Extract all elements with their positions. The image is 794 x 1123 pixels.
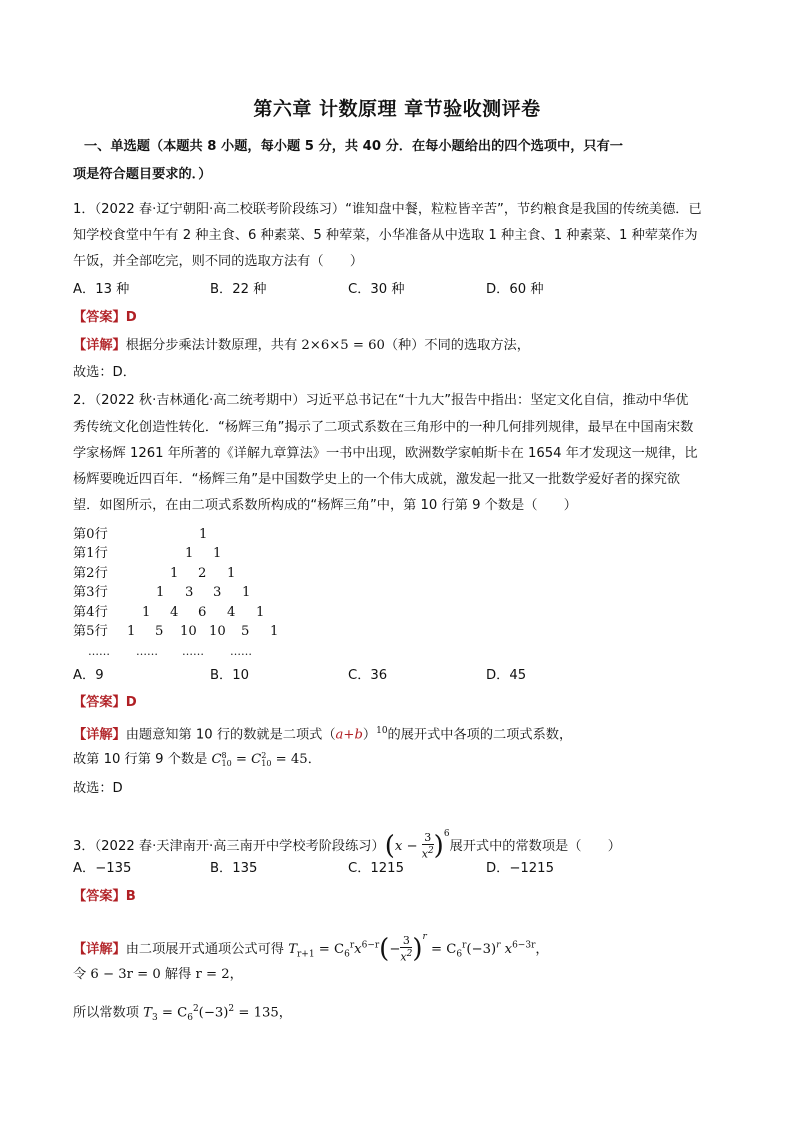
fraction: $\frac{3}{x^2}$ bbox=[400, 933, 413, 964]
detail-math: = 135 bbox=[238, 1005, 279, 1021]
answer-label: 【答案】 bbox=[73, 695, 126, 710]
q2-stem-line1: 2．（2022 秋·吉林通化·高二统考期中）习近平总书记在“十九大”报告中指出：坚定文化自信，推动中华优 bbox=[73, 393, 689, 408]
detail-text: 由题意知第 10 行的数就是二项式（ bbox=[125, 727, 336, 743]
triangle-number: 1 bbox=[199, 527, 208, 542]
close-paren: ) bbox=[433, 831, 444, 861]
detail-text: ） bbox=[362, 727, 377, 743]
triangle-number: 3 bbox=[185, 585, 194, 600]
triangle-ellipsis: …… bbox=[88, 645, 110, 658]
detail-text: ， bbox=[278, 1005, 292, 1021]
q3-answer bbox=[73, 888, 733, 906]
detail-text: （种）不同的选取方法， bbox=[384, 338, 530, 353]
answer-value: B bbox=[125, 889, 136, 904]
section-header-line1: 一、单选题（本题共 8 小题，每小题 5 分，共 40 分．在每小题给出的四个选项中，只有一 bbox=[84, 139, 623, 154]
q3-detail-line2 bbox=[73, 966, 733, 984]
q1-option-a: A．13 种 bbox=[73, 282, 130, 297]
combination-c-10-2: C2 10 bbox=[251, 750, 272, 768]
triangle-number: 1 bbox=[256, 605, 265, 620]
section-header-line2: 项是符合题目要求的．） bbox=[73, 167, 212, 182]
q3-option-c: C．1215 bbox=[348, 861, 404, 876]
triangle-ellipsis: …… bbox=[230, 645, 252, 658]
q2-option-c: C．36 bbox=[348, 668, 388, 683]
q2-detail-line1 bbox=[73, 722, 733, 744]
triangle-number: 4 bbox=[227, 605, 236, 620]
detail-label: 【详解】 bbox=[73, 727, 126, 743]
triangle-number: 3 bbox=[213, 585, 222, 600]
triangle-number: 2 bbox=[198, 566, 207, 581]
detail-text: 所以常数项 bbox=[73, 1005, 144, 1021]
detail-math: 6 − 3r = 0 bbox=[90, 967, 161, 982]
detail-text: 解得 bbox=[160, 967, 196, 982]
detail-text: 令 bbox=[73, 967, 91, 982]
q2-option-d: D．45 bbox=[486, 668, 527, 683]
answer-value: D bbox=[125, 695, 137, 710]
triangle-number: 1 bbox=[185, 546, 194, 561]
q3-detail-line1: 【详解】由二项展开式通项公式可得 $T_{r+1} = C_6^rx^{6-r}(-$ $\frac{3}{x^2}$ )$^r = C_6^r(-3)^r$ $x^{6-3r}$， bbox=[73, 932, 549, 964]
open-paren: ( bbox=[384, 831, 395, 861]
q3-stem-line1: 3．（2022 春·天津南开·高三南开中学校考阶段练习）(x − $\frac{3}{x^2}$ )$^6$展开式中的常数项是（ ） bbox=[73, 829, 621, 861]
q2-stem-line5: 望．如图所示，在由二项式系数所构成的“杨辉三角”中，第 10 行第 9 个数是（ ） bbox=[73, 498, 577, 513]
q3-option-b: B．135 bbox=[210, 861, 258, 876]
detail-exponent: 10 bbox=[376, 726, 388, 736]
q1-option-b: B．22 种 bbox=[210, 282, 267, 297]
triangle-ellipsis: …… bbox=[136, 645, 158, 658]
q1-detail bbox=[73, 337, 733, 355]
triangle-number: 1 bbox=[270, 624, 279, 639]
triangle-ellipsis: …… bbox=[182, 645, 204, 658]
q1-stem-line1: 1．（2022 春·辽宁朝阳·高二校联考阶段练习）“谁知盘中餐，粒粒皆辛苦”，节约粮食是我国的传统美德．已 bbox=[73, 202, 702, 217]
variable-x: x bbox=[394, 839, 403, 854]
q3-stem-text: 3．（2022 春·天津南开·高三南开中学校考阶段练习） bbox=[73, 839, 385, 854]
triangle-row-label: 第4行 bbox=[73, 605, 108, 620]
q3-option-d: D．−1215 bbox=[486, 861, 554, 876]
triangle-number: 1 bbox=[227, 566, 236, 581]
detail-text: ． bbox=[307, 752, 321, 767]
answer-label: 【答案】 bbox=[73, 889, 126, 904]
detail-math: = 45 bbox=[275, 752, 308, 767]
q2-stem-line3: 学家杨辉 1261 年所著的《详解九章算法》一书中出现，欧洲数学家帕斯卡在 1654 年才发现这一规律，比 bbox=[73, 446, 698, 461]
triangle-row-label: 第0行 bbox=[73, 527, 108, 542]
q1-stem-line2: 知学校食堂中午有 2 种主食、6 种素菜、5 种荤菜，小华准备从中选取 1 种主食、1 种素菜、1 种荤菜作为 bbox=[73, 228, 698, 243]
combination-c-10-8: C8 10 bbox=[211, 750, 232, 768]
q2-stem-line4: 杨辉要晚近四百年．“杨辉三角”是中国数学史上的一个伟大成就，激发起一批又一批数学爱好者的探究欲 bbox=[73, 472, 681, 487]
q3-stem-text: 展开式中的常数项是（ ） bbox=[449, 839, 621, 854]
detail-text: ， bbox=[229, 967, 243, 982]
triangle-number: 5 bbox=[241, 624, 250, 639]
answer-label: 【答案】 bbox=[73, 310, 126, 325]
answer-value: D bbox=[125, 310, 137, 325]
q1-choose: 故选：D． bbox=[73, 365, 136, 380]
detail-text: 根据分步乘法计数原理，共有 bbox=[125, 338, 302, 353]
detail-label: 【详解】 bbox=[73, 942, 126, 957]
q2-answer bbox=[73, 694, 733, 712]
triangle-number: 5 bbox=[155, 624, 164, 639]
detail-text: 由二项展开式通项公式可得 bbox=[125, 942, 289, 957]
q2-stem-line2: 秀传统文化创造性转化．“杨辉三角”揭示了二项式系数在三角形中的一种几何排列规律，最早在中国南宋数 bbox=[73, 420, 694, 435]
detail-math: a+b bbox=[335, 727, 363, 743]
q2-detail-line2: 故第 10 行第 9 个数是 C8 10 = C2 10 = 45． bbox=[73, 750, 321, 768]
q2-option-a: A．9 bbox=[73, 668, 104, 683]
detail-math: r = 2 bbox=[195, 967, 230, 982]
q1-stem-line3: 午饭，并全部吃完，则不同的选取方法有（ ） bbox=[73, 254, 364, 269]
q3-detail-line3: 所以常数项 $T_3 = C_6^2(-3)^2 = 135$， bbox=[73, 1004, 292, 1024]
detail-text: 故第 10 行第 9 个数是 bbox=[73, 752, 212, 767]
triangle-number: 1 bbox=[213, 546, 222, 561]
triangle-row-label: 第2行 bbox=[73, 566, 108, 581]
triangle-number: 1 bbox=[142, 605, 151, 620]
triangle-number: 4 bbox=[170, 605, 179, 620]
triangle-number: 6 bbox=[198, 605, 207, 620]
triangle-number: 10 bbox=[180, 624, 197, 639]
fraction: $\frac{3}{x^2}$ bbox=[421, 830, 434, 861]
q3-option-a: A．−135 bbox=[73, 861, 132, 876]
triangle-number: 1 bbox=[242, 585, 251, 600]
triangle-number: 10 bbox=[209, 624, 226, 639]
q1-answer bbox=[73, 309, 733, 327]
q1-option-d: D．60 种 bbox=[486, 282, 544, 297]
detail-math: 2×6×5 = 60 bbox=[301, 338, 385, 353]
triangle-number: 1 bbox=[156, 585, 165, 600]
detail-text: 的展开式中各项的二项式系数， bbox=[387, 727, 573, 743]
q1-option-c: C．30 种 bbox=[348, 282, 405, 297]
triangle-row-label: 第1行 bbox=[73, 546, 108, 561]
detail-label: 【详解】 bbox=[73, 338, 126, 353]
triangle-row-label: 第5行 bbox=[73, 624, 108, 639]
triangle-number: 1 bbox=[170, 566, 179, 581]
triangle-number: 1 bbox=[127, 624, 136, 639]
triangle-row-label: 第3行 bbox=[73, 585, 108, 600]
q2-option-b: B．10 bbox=[210, 668, 250, 683]
q2-choose: 故选：D bbox=[73, 781, 123, 796]
page-title: 第六章 计数原理 章节验收测评卷 bbox=[253, 98, 541, 120]
